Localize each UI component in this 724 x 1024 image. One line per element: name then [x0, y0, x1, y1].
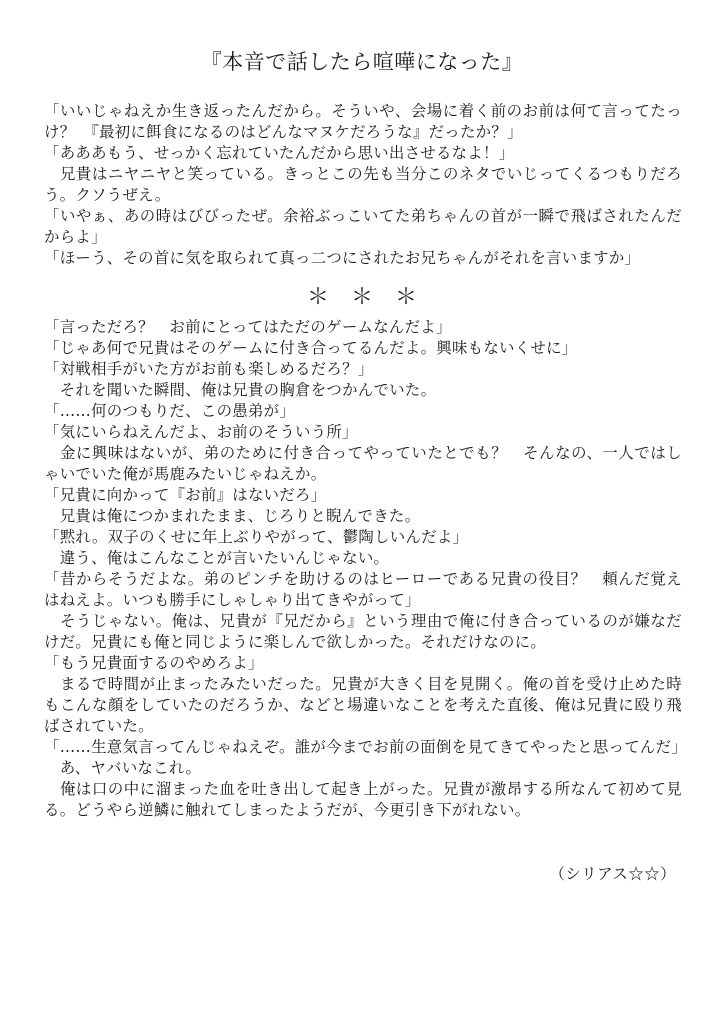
paragraph: 「……生意気言ってんじゃねえぞ。誰が今までお前の面倒を見てきてやったと思ってんだ」: [44, 738, 688, 756]
paragraph: 「昔からそうだよな。弟のピンチを助けるのはヒーローである兄貴の役目？ 頼んだ覚えはねえよ。いつも勝手にしゃしゃり出てきやがって」: [44, 570, 682, 609]
document-title: 『本音で話したら喧嘩になった』: [200, 50, 524, 74]
paragraph: 「気にいらねえんだよ、お前のそういう所」: [44, 423, 358, 441]
paragraph: 「兄貴に向かって『お前』はないだろ」: [44, 486, 327, 504]
paragraph: 「いいじゃねえか生き返ったんだから。そういや、会場に着く前のお前は何て言ってたっけ？ 『最初に餌食になるのはどんなマヌケだろうな』だったか？」: [44, 102, 682, 141]
story-part-2: [44, 317, 688, 821]
story-part-1: [44, 101, 682, 269]
paragraph: 「あああもう、せっかく忘れていたんだから思い出させるなよ！」: [44, 144, 515, 162]
paragraph: それを聞いた瞬間、俺は兄貴の胸倉をつかんでいた。: [44, 381, 437, 399]
paragraph: 金に興味はないが、弟のために付き合ってやっていたとでも？ そんなの、一人ではしゃいでいた俺が馬鹿みたいじゃねえか。: [44, 444, 682, 483]
paragraph: 「もう兄貴面するのやめろよ」: [44, 654, 264, 672]
paragraph: 「言っただろ？ お前にとってはただのゲームなんだよ」: [44, 318, 452, 336]
paragraph: 「じゃあ何で兄貴はそのゲームに付き合ってるんだよ。興味もないくせに」: [44, 339, 578, 357]
paragraph: 「黙れ。双子のくせに年上ぶりやがって、鬱陶しいんだよ」: [44, 528, 469, 546]
section-break: ＊＊＊: [306, 285, 439, 310]
paragraph: 「いやぁ、あの時はびびったぜ。余裕ぶっこいてた弟ちゃんの首が一瞬で飛ばされたんだからよ」: [44, 207, 682, 246]
genre-signature: （シリアス☆☆）: [549, 865, 676, 883]
paragraph: まるで時間が止まったみたいだった。兄貴が大きく目を見開く。俺の首を受け止めた時もこんな顔をしていたのだろうか、などと場違いなことを考えた直後、俺は兄貴に殴り飛ばされていた。: [44, 675, 682, 735]
paragraph: 「対戦相手がいた方がお前も楽しめるだろ？」: [44, 360, 374, 378]
paragraph: 兄貴はニヤニヤと笑っている。きっとこの先も当分このネタでいじってくるつもりだろう。クソうぜえ。: [44, 165, 682, 204]
paragraph: 違う、俺はこんなことが言いたいんじゃない。: [44, 549, 390, 567]
paragraph: 「ほーう、その首に気を取られて真っ二つにされたお兄ちゃんがそれを言いますか」: [44, 249, 641, 267]
paragraph: 兄貴は俺につかまれたまま、じろりと睨んできた。: [44, 507, 421, 525]
paragraph: そうじゃない。俺は、兄貴が『兄だから』という理由で俺に付き合っているのが嫌なだけだ。兄貴にも俺と同じように楽しんで欲しかった。それだけなのに。: [44, 612, 682, 651]
paragraph: 俺は口の中に溜まった血を吐き出して起き上がった。兄貴が激昂する所なんて初めて見る。どうやら逆鱗に触れてしまったようだが、今更引き下がれない。: [44, 780, 682, 819]
paragraph: あ、ヤバいなこれ。: [44, 759, 202, 777]
paragraph: 「……何のつもりだ、この愚弟が」: [44, 402, 296, 420]
